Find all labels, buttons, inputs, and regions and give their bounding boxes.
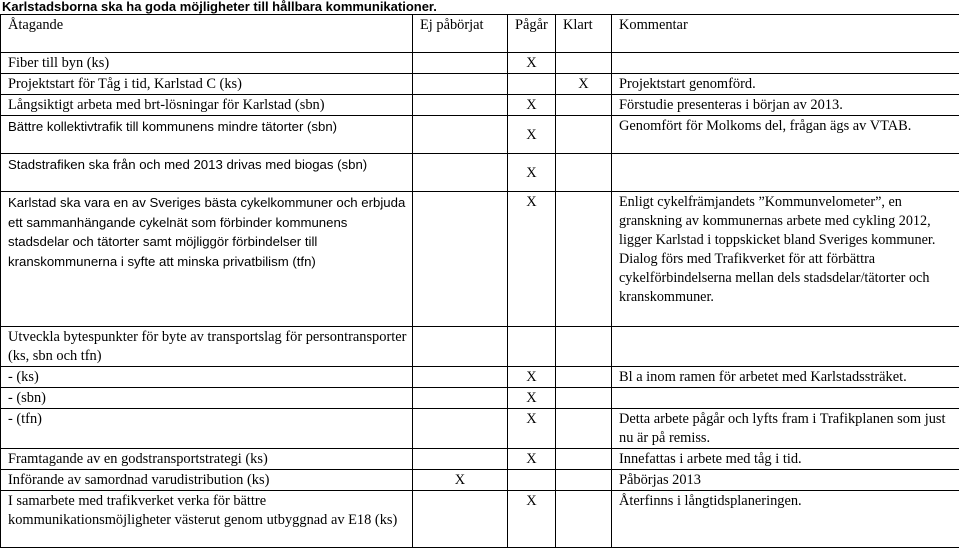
done-cell <box>556 470 612 491</box>
table-row <box>1 74 959 95</box>
done-cell <box>556 449 612 470</box>
table-row <box>1 388 959 409</box>
header-row <box>1 15 959 53</box>
ongoing-cell <box>508 327 556 367</box>
task-cell: Utveckla bytespunkter för byte av transportslag för persontransporter (ks, sbn och tfn) <box>1 327 413 367</box>
not-started-cell <box>413 409 508 449</box>
ongoing-cell: X <box>508 367 556 388</box>
task-cell: Fiber till byn (ks) <box>1 53 413 74</box>
task-cell: Stadstrafiken ska från och med 2013 drivas med biogas (sbn) <box>1 154 413 192</box>
not-started-cell <box>413 154 508 192</box>
header-comment: Kommentar <box>612 15 959 53</box>
done-cell <box>556 491 612 548</box>
table-row <box>1 327 959 367</box>
table-row <box>1 470 959 491</box>
done-cell <box>556 53 612 74</box>
ongoing-cell: X <box>508 53 556 74</box>
not-started-cell <box>413 116 508 154</box>
task-cell: Karlstad ska vara en av Sveriges bästa cykelkommuner och erbjuda ett sammanhängande cykelnät som förbinder kommunens stadsdelar och tätorter samt möjliggör förbindelser till kranskommunerna i syfte att minska privatbilism (tfn) <box>1 192 413 327</box>
comment-cell: Påbörjas 2013 <box>612 470 959 491</box>
ongoing-cell: X <box>508 192 556 327</box>
comment-cell: Projektstart genomförd. <box>612 74 959 95</box>
not-started-cell <box>413 192 508 327</box>
ongoing-cell: X <box>508 116 556 154</box>
done-cell <box>556 116 612 154</box>
header-ongoing: Pågår <box>508 15 556 53</box>
table-row <box>1 409 959 449</box>
commitments-table <box>0 14 959 548</box>
comment-paragraph: Enligt cykelfrämjandets ”Kommunvelometer”, en granskning av kommunernas arbete med cykling 2012, ligger Karlstad i toppskicket bland Sveriges kommuner. <box>619 194 936 248</box>
comment-cell <box>612 192 959 327</box>
comment-cell <box>612 327 959 367</box>
task-cell: Införande av samordnad varudistribution (ks) <box>1 470 413 491</box>
not-started-cell <box>413 367 508 388</box>
ongoing-cell: X <box>508 491 556 548</box>
comment-cell: Återfinns i långtidsplaneringen. <box>612 491 959 548</box>
not-started-cell <box>413 53 508 74</box>
comment-cell <box>612 154 959 192</box>
comment-cell: Innefattas i arbete med tåg i tid. <box>612 449 959 470</box>
not-started-cell <box>413 95 508 116</box>
header-done: Klart <box>556 15 612 53</box>
comment-cell: Genomfört för Molkoms del, frågan ägs av VTAB. <box>612 116 959 154</box>
task-cell: Långsiktigt arbeta med brt-lösningar för Karlstad (sbn) <box>1 95 413 116</box>
table-row <box>1 95 959 116</box>
table-row <box>1 449 959 470</box>
comment-cell <box>612 53 959 74</box>
comment-cell: Bl a inom ramen för arbetet med Karlstadssträket. <box>612 367 959 388</box>
comment-cell: Detta arbete pågår och lyfts fram i Trafikplanen som just nu är på remiss. <box>612 409 959 449</box>
task-cell: I samarbete med trafikverket verka för bättre kommunikationsmöjligheter västerut genom utbyggnad av E18 (ks) <box>1 491 413 548</box>
table-row <box>1 116 959 154</box>
ongoing-cell <box>508 74 556 95</box>
section-heading: Karlstadsborna ska ha goda möjligheter till hållbara kommunikationer. <box>2 0 437 14</box>
task-cell: - (ks) <box>1 367 413 388</box>
done-cell: X <box>556 74 612 95</box>
table-row <box>1 154 959 192</box>
table-row <box>1 367 959 388</box>
not-started-cell <box>413 449 508 470</box>
ongoing-cell: X <box>508 154 556 192</box>
ongoing-cell: X <box>508 409 556 449</box>
comment-paragraph: Dialog förs med Trafikverket för att förbättra cykelförbindelserna mellan dels stadsdelar/tätorter och kranskommuner. <box>619 251 930 305</box>
done-cell <box>556 327 612 367</box>
not-started-cell <box>413 388 508 409</box>
done-cell <box>556 192 612 327</box>
table-row <box>1 53 959 74</box>
task-cell: - (sbn) <box>1 388 413 409</box>
task-cell: Framtagande av en godstransportstrategi (ks) <box>1 449 413 470</box>
done-cell <box>556 154 612 192</box>
table-row <box>1 491 959 548</box>
header-task: Åtagande <box>1 15 413 53</box>
header-not-started: Ej påbörjat <box>413 15 508 53</box>
done-cell <box>556 388 612 409</box>
table-row <box>1 192 959 327</box>
not-started-cell <box>413 74 508 95</box>
ongoing-cell <box>508 470 556 491</box>
task-cell: Projektstart för Tåg i tid, Karlstad C (ks) <box>1 74 413 95</box>
done-cell <box>556 409 612 449</box>
task-cell: - (tfn) <box>1 409 413 449</box>
ongoing-cell: X <box>508 388 556 409</box>
ongoing-cell: X <box>508 95 556 116</box>
task-cell: Bättre kollektivtrafik till kommunens mindre tätorter (sbn) <box>1 116 413 154</box>
comment-cell: Förstudie presenteras i början av 2013. <box>612 95 959 116</box>
ongoing-cell: X <box>508 449 556 470</box>
done-cell <box>556 367 612 388</box>
comment-cell <box>612 388 959 409</box>
done-cell <box>556 95 612 116</box>
not-started-cell: X <box>413 470 508 491</box>
not-started-cell <box>413 491 508 548</box>
not-started-cell <box>413 327 508 367</box>
